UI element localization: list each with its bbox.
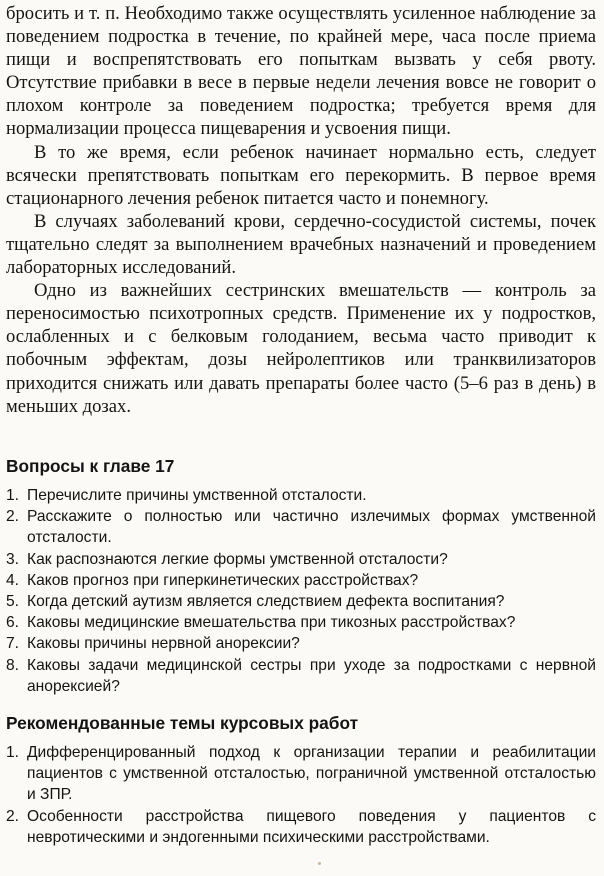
item-number: 7. (6, 635, 20, 653)
item-number: 1. (6, 744, 20, 761)
item-number: 1. (6, 487, 20, 504)
list-item (6, 506, 596, 548)
item-number: 8. (6, 656, 20, 674)
item-number: 3. (6, 550, 20, 568)
item-text: Каков прогноз при гиперкинетических расстройствах? (27, 571, 419, 589)
questions-list (6, 485, 596, 697)
coursework-topics-section (6, 712, 596, 848)
list-item (6, 806, 596, 848)
chapter-questions-section (6, 455, 596, 697)
item-text: Каковы причины нервной анорексии? (27, 635, 300, 653)
body-text (6, 2, 596, 418)
item-number: 2. (6, 807, 20, 825)
item-text: Как распознаются легкие формы умственной отсталости? (27, 550, 448, 568)
item-text: Когда детский аутизм является следствием дефекта воспитания? (27, 593, 505, 611)
paragraph-2: В то же время, если ребенок начинает нормально есть, следует всячески препятствовать попыткам его перекормить. В первое время стационарного лечения ребенок питается часто и понемногу. (6, 141, 596, 209)
item-text: Дифференцированный подход к организации терапии и реабилитации пациентов с умственной отсталостью, пограничной умственной отсталостью и ЗПР. (27, 744, 596, 804)
item-number: 4. (6, 571, 20, 589)
list-item (6, 612, 596, 633)
item-text: Особенности расстройства пищевого поведения у пациентов с невротическими и эндогенными психическими расстройствами. (27, 807, 596, 846)
list-item (6, 655, 596, 697)
topics-list (6, 742, 596, 848)
item-text: Перечислите причины умственной отсталости. (27, 487, 367, 504)
item-text: Каковы задачи медицинской сестры при уходе за подростками с нервной анорексией? (27, 656, 596, 695)
list-item (6, 570, 596, 591)
paragraph-3: В случаях заболеваний крови, сердечно-сосудистой системы, почек тщательно следят за выполнением врачебных назначений и проведением лабораторных исследований. (6, 210, 596, 279)
item-text: Расскажите о полностью или частично излечимых формах умственной отсталости. (27, 508, 596, 547)
paper-stain (318, 862, 321, 865)
paragraph-1: бросить и т. п. Необходимо также осуществлять усиленное наблюдение за поведением подростка в течение, по крайней мере, часа после приема пищи и воспрепятствовать его попыткам вызвать у себя рвоту. Отсутствие прибавки в весе в первые недели лечения вовсе не говорит о плохом контроле за поведением подростка; требуется время для нормализации процесса пищеварения и усвоения пищи. (6, 3, 596, 140)
paragraph-4: Одно из важнейших сестринских вмешательств — контроль за переносимостью психотропных средств. Применение их у подростков, ослабленных и с белковым голоданием, весьма часто приводит к побочным эффектам, дозы нейролептиков или транквилизаторов приходится снижать или давать препараты более часто (5–6 раз в день) в меньших дозах. (6, 280, 596, 417)
list-item (6, 549, 596, 570)
item-text: Каковы медицинские вмешательства при тикозных расстройствах? (27, 614, 516, 632)
item-number: 6. (6, 614, 20, 632)
list-item (6, 591, 596, 612)
item-number: 2. (6, 508, 20, 526)
section-title: Рекомендованные темы курсовых работ (6, 713, 359, 733)
item-number: 5. (6, 593, 20, 611)
list-item (6, 742, 596, 806)
section-title: Вопросы к главе 17 (6, 456, 175, 476)
list-item (6, 485, 596, 506)
list-item (6, 633, 596, 654)
